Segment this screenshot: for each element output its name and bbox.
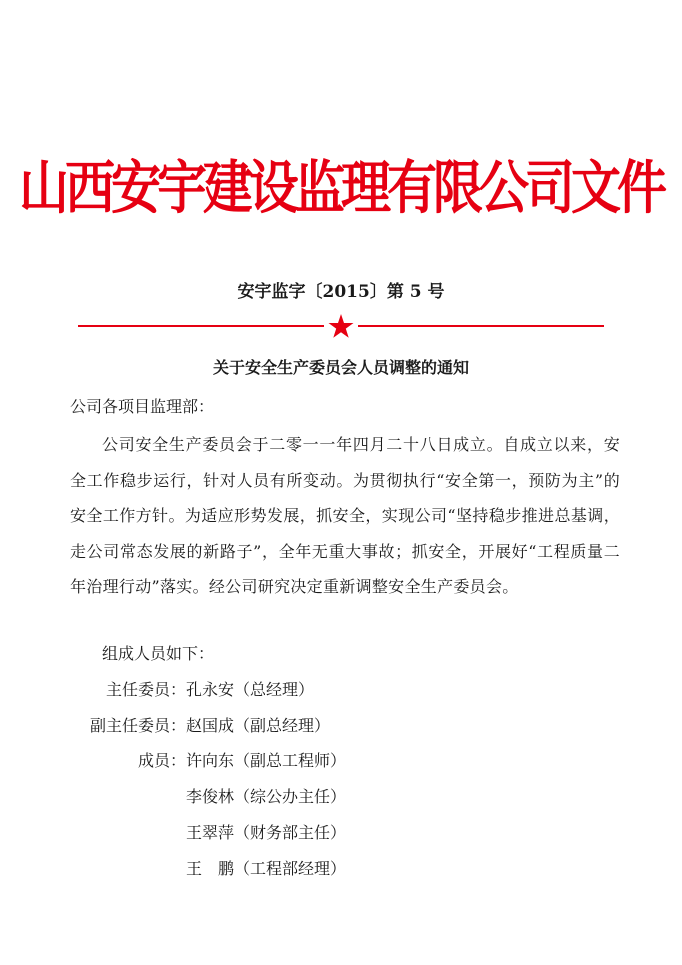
notice-title: 关于安全生产委员会人员调整的通知 [212,358,469,377]
member-row [0,711,682,741]
member-name: 赵国成（副总经理） [186,716,331,735]
member-row [0,818,682,848]
member-name: 许向东（副总工程师） [186,751,347,770]
member-row [0,854,682,884]
member-name: 李俊林（综公办主任） [186,787,347,806]
member-name: 孔永安（总经理） [186,680,315,699]
member-role: 副主任委员： [89,716,186,735]
star-icon [328,313,354,339]
member-role: 主任委员： [105,680,186,699]
member-row [0,782,682,812]
member-name: 王翠萍（财务部主任） [186,823,347,842]
red-divider [78,313,604,339]
member-row [0,675,682,705]
document-number: 安宇监字〔2015〕第 5 号 [237,282,445,302]
member-role: 成员： [137,751,186,770]
salutation: 公司各项目监理部： [70,397,215,416]
members-intro: 组成人员如下： [102,644,215,663]
divider-line-left [78,325,324,327]
divider-line-right [358,325,604,327]
member-row [0,746,682,776]
member-name: 王 鹏（工程部经理） [186,859,347,878]
document-header-title: 山西安宇建设监理有限公司文件 [19,154,663,222]
body-paragraph: 公司安全生产委员会于二零一一年四月二十八日成立。自成立以来，安全工作稳步运行，针对人员有所变动。为贯彻执行“安全第一，预防为主”的安全工作方针。为适应形势发展，抓安全，实现公司“坚持稳步推进总基调，走公司常态发展的新路子”，全年无重大事故；抓安全，开展好“工程质量二年治理行动”落实。经公司研究决定重新调整安全生产委员会。 [70,435,620,596]
